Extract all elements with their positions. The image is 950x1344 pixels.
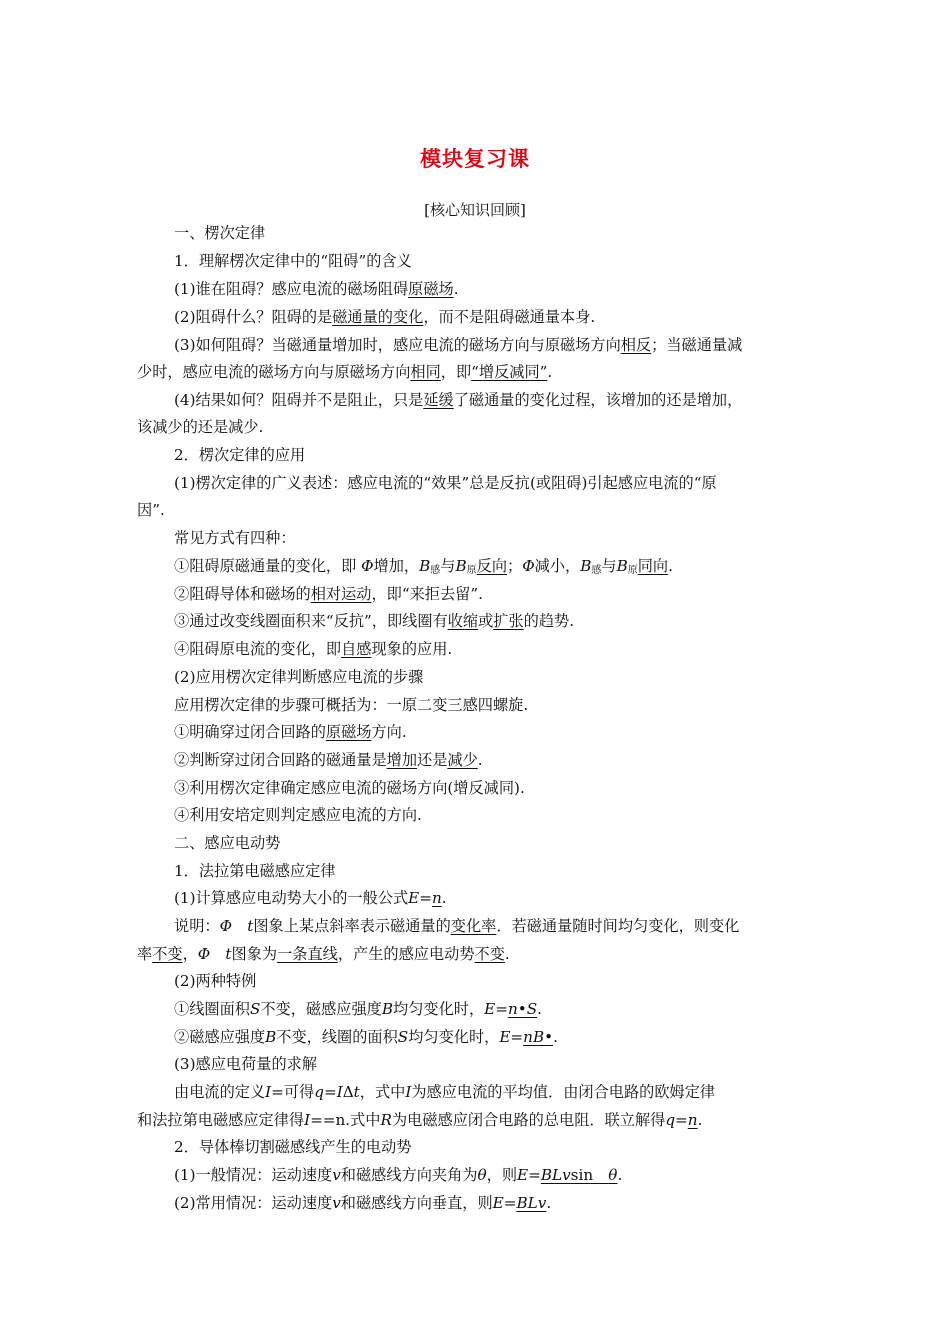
- page-title: 模块复习课: [420, 147, 530, 171]
- text-line: [137, 1111, 702, 1129]
- text-run: 因”.: [137, 501, 165, 519]
- text-run: =可得: [271, 1083, 315, 1101]
- text-run: E: [492, 1194, 504, 1212]
- answer-blank: 相对运动: [310, 585, 372, 603]
- text-run: θ: [477, 1166, 487, 1184]
- text-line: [174, 1055, 317, 1073]
- text-run: I: [304, 1111, 311, 1129]
- text-line: [174, 779, 525, 797]
- text-run: 不变，线圈的面积: [276, 1028, 398, 1046]
- text-run: B: [455, 557, 467, 575]
- text-run: R: [380, 1111, 392, 1129]
- text-run: (4)结果如何？阻碍并不是阻止，只是: [174, 391, 424, 409]
- text-run: ②磁感应强度: [174, 1028, 266, 1046]
- text-run: .: [547, 363, 553, 381]
- text-run: .: [553, 1028, 558, 1046]
- text-run: ；当磁通量减: [651, 336, 743, 354]
- text-run: 二、感应电动势: [174, 834, 281, 852]
- text-line: [174, 668, 423, 686]
- text-line: [174, 529, 296, 547]
- text-line: [174, 1194, 551, 1212]
- text-run: q: [665, 1111, 676, 1129]
- text-run: B: [616, 557, 628, 575]
- text-run: ④阻碍原电流的变化，即: [174, 640, 342, 658]
- text-run: .: [504, 945, 510, 963]
- text-run: (2)阻碍什么？阻碍的是: [174, 308, 333, 326]
- text-run: ②阻碍导体和磁场的: [174, 585, 311, 603]
- answer-blank: 原磁场: [408, 280, 454, 298]
- text-run: 原: [627, 565, 638, 576]
- text-run: t: [247, 917, 254, 935]
- answer-blank: 自感: [341, 640, 372, 658]
- text-line: [174, 474, 717, 492]
- text-run: ②判断穿过闭合回路的磁通量是: [174, 751, 387, 769]
- text-run: 方向.: [371, 723, 407, 741]
- text-run: (1)计算感应电动势大小的一般公式: [174, 889, 409, 907]
- text-run: 或: [478, 612, 494, 630]
- text-line: [174, 308, 595, 326]
- text-line: [137, 418, 263, 436]
- text-line: [174, 862, 336, 880]
- text-run: (1)一般情况：运动速度: [174, 1166, 333, 1184]
- text-run: ，即: [440, 363, 472, 381]
- text-run: (1)谁在阻碍？感应电流的磁场阻碍: [174, 280, 409, 298]
- text-run: 由电流的定义: [174, 1083, 266, 1101]
- text-run: ①明确穿过闭合回路的: [174, 723, 326, 741]
- text-run: Φ: [197, 945, 211, 963]
- text-line: [174, 252, 412, 270]
- text-run: 说明：: [174, 917, 220, 935]
- text-run: I: [405, 1083, 412, 1101]
- text-run: B: [381, 1000, 394, 1018]
- text-run: 增加，: [373, 557, 420, 575]
- text-run: 和法拉第电磁感应定律得: [137, 1111, 305, 1129]
- text-run: ③利用楞次定律确定感应电流的磁场方向(增反减同).: [174, 779, 525, 797]
- text-run: =: [323, 1083, 337, 1101]
- text-run: E: [517, 1166, 529, 1184]
- answer-blank: n•S: [507, 1000, 538, 1018]
- text-line: [174, 806, 422, 824]
- answer-blank: 相反: [620, 336, 652, 354]
- answer-blank: 磁通量的变化: [332, 308, 424, 326]
- text-run: B: [580, 557, 592, 575]
- text-run: 感: [591, 565, 602, 576]
- answer-blank: 扩张: [493, 612, 524, 630]
- text-run: 了磁通量的变化过程，该增加的还是增加，: [453, 391, 743, 409]
- text-run: I: [265, 1083, 272, 1101]
- text-run: ，: [182, 945, 198, 963]
- text-line: [174, 557, 673, 580]
- text-run: .: [453, 280, 459, 298]
- text-line: [174, 391, 742, 409]
- text-run: (2)常用情况：运动速度: [174, 1194, 333, 1212]
- text-run: (2)两种特例: [174, 972, 257, 990]
- text-run: .: [617, 1166, 623, 1184]
- text-run: v: [332, 1194, 341, 1212]
- answer-blank: “增反减同”: [471, 363, 548, 381]
- text-run: 现象的应用.: [371, 640, 453, 658]
- text-run: 一、楞次定律: [174, 224, 266, 242]
- text-line: [174, 612, 574, 630]
- text-run: ，即“来拒去留”.: [371, 585, 483, 603]
- answer-blank: 增加: [386, 751, 417, 769]
- text-run: 不变，磁感应强度: [260, 1000, 382, 1018]
- text-run: =: [495, 1000, 508, 1018]
- text-run: 还是: [417, 751, 448, 769]
- text-run: [232, 917, 247, 935]
- text-run: (3)感应电荷量的求解: [174, 1055, 318, 1073]
- answer-blank: sin: [570, 1166, 609, 1184]
- text-run: t: [353, 1083, 360, 1101]
- text-run: 为电磁感应闭合电路的总电阻．联立解得: [391, 1111, 666, 1129]
- text-run: ，则: [486, 1166, 518, 1184]
- text-line: [174, 696, 528, 714]
- answer-blank: n: [431, 889, 442, 907]
- text-run: E: [484, 1000, 496, 1018]
- text-run: E: [499, 1028, 511, 1046]
- text-line: [174, 834, 280, 852]
- text-line: [174, 1166, 622, 1184]
- text-run: ，式中: [359, 1083, 406, 1101]
- text-run: 均匀变化时，: [408, 1028, 500, 1046]
- text-run: S: [397, 1028, 409, 1046]
- text-run: 常见方式有四种：: [174, 529, 296, 547]
- text-run: ③通过改变线圈面积来“反抗”，即线圈有: [174, 612, 448, 630]
- text-run: I: [336, 1083, 343, 1101]
- text-run: =: [419, 889, 432, 907]
- text-run: ①线圈面积: [174, 1000, 250, 1018]
- text-run: 原: [466, 565, 477, 576]
- text-run: ；: [507, 557, 523, 575]
- answer-blank: 不变: [474, 945, 505, 963]
- text-line: [174, 751, 483, 769]
- text-line: [174, 336, 742, 354]
- answer-blank: 变化率: [450, 917, 497, 935]
- text-line: [174, 1000, 542, 1018]
- text-run: 2．导体棒切割磁感线产生的电动势: [174, 1138, 412, 1156]
- text-run: 与: [601, 557, 617, 575]
- text-run: E: [408, 889, 420, 907]
- text-run: 均匀变化时，: [393, 1000, 485, 1018]
- text-run: 图象上某点斜率表示磁通量的: [253, 917, 451, 935]
- text-line: [137, 945, 510, 963]
- text-run: Φ: [522, 557, 535, 575]
- text-run: =: [503, 1194, 517, 1212]
- answer-blank: 反向: [476, 557, 507, 575]
- text-run: 应用楞次定律的步骤可概括为：一原二变三感四螺旋.: [174, 696, 529, 714]
- text-run: B: [265, 1028, 277, 1046]
- answer-blank: n: [687, 1111, 698, 1129]
- text-run: .: [537, 1000, 542, 1018]
- text-run: =: [510, 1028, 524, 1046]
- answer-blank: θ: [608, 1166, 618, 1184]
- text-line: [174, 972, 256, 990]
- text-run: 感: [430, 565, 441, 576]
- text-run: ①阻碍原磁通量的变化，即: [174, 557, 362, 575]
- answer-blank: 原磁场: [325, 723, 372, 741]
- answer-blank: 不变: [152, 945, 183, 963]
- text-line: [174, 723, 407, 741]
- text-run: 和磁感线方向夹角为: [340, 1166, 478, 1184]
- section-subtitle: [核心知识回顾]: [424, 201, 526, 219]
- text-run: t: [225, 945, 232, 963]
- answer-blank: BLv: [516, 1194, 547, 1212]
- text-line: [174, 889, 447, 907]
- text-run: [210, 945, 225, 963]
- text-run: (1)楞次定律的广义表述：感应电流的“效果”总是反抗(或阻碍)引起感应电流的“原: [174, 474, 717, 492]
- text-run: ，产生的感应电动势: [337, 945, 475, 963]
- text-run: 的趋势.: [523, 612, 575, 630]
- text-run: =: [675, 1111, 688, 1129]
- text-run: (3)如何阻碍？当磁通量增加时，感应电流的磁场方向与原磁场方向: [174, 336, 621, 354]
- text-run: (2)应用楞次定律判断感应电流的步骤: [174, 668, 424, 686]
- text-run: S: [249, 1000, 261, 1018]
- answer-blank: 减少: [447, 751, 478, 769]
- text-line: [174, 446, 305, 464]
- text-run: .: [441, 889, 447, 907]
- answer-blank: BLv: [540, 1166, 571, 1184]
- text-run: 为感应电流的平均值．由闭合电路的欧姆定律: [411, 1083, 716, 1101]
- text-run: ④利用安培定则判定感应电流的方向.: [174, 806, 422, 824]
- answer-blank: 延缓: [423, 391, 454, 409]
- answer-blank: 相同: [410, 363, 441, 381]
- text-line: [174, 280, 459, 298]
- text-run: .: [697, 1111, 703, 1129]
- text-run: 与: [440, 557, 456, 575]
- text-run: q: [314, 1083, 324, 1101]
- answer-blank: 一条直线: [277, 945, 338, 963]
- text-run: 少时，感应电流的磁场方向与原磁场方向: [137, 363, 411, 381]
- text-run: B: [419, 557, 431, 575]
- text-run: 该减少的还是减少.: [137, 418, 264, 436]
- text-line: [174, 224, 265, 242]
- text-run: ．若磁通量随时间均匀变化，则变化: [496, 917, 740, 935]
- text-line: [174, 1083, 715, 1101]
- text-line: [174, 585, 483, 603]
- text-run: .: [477, 751, 483, 769]
- text-run: =: [528, 1166, 541, 1184]
- answer-blank: nB•: [523, 1028, 554, 1046]
- text-line: [137, 501, 165, 519]
- text-run: ==n.式中: [310, 1111, 381, 1129]
- text-run: Φ: [361, 557, 374, 575]
- text-run: ，而不是阻碍磁通量本身.: [423, 308, 596, 326]
- text-run: .: [668, 557, 673, 575]
- text-line: [174, 1138, 411, 1156]
- text-run: 和磁感线方向垂直，则: [340, 1194, 493, 1212]
- text-run: 减小，: [534, 557, 581, 575]
- text-run: v: [332, 1166, 341, 1184]
- text-run: .: [546, 1194, 552, 1212]
- text-run: 图象为: [231, 945, 278, 963]
- text-run: 2．楞次定律的应用: [174, 446, 306, 464]
- text-run: 1．理解楞次定律中的“阻碍”的含义: [174, 252, 412, 270]
- text-line: [174, 640, 452, 658]
- text-run: 率: [137, 945, 153, 963]
- answer-blank: 同向: [637, 557, 669, 575]
- text-run: Δ: [342, 1083, 354, 1101]
- text-run: Φ: [219, 917, 233, 935]
- text-line: [174, 917, 739, 935]
- text-line: [137, 363, 552, 381]
- text-line: [174, 1028, 558, 1046]
- text-run: 1．法拉第电磁感应定律: [174, 862, 336, 880]
- answer-blank: 收缩: [447, 612, 479, 630]
